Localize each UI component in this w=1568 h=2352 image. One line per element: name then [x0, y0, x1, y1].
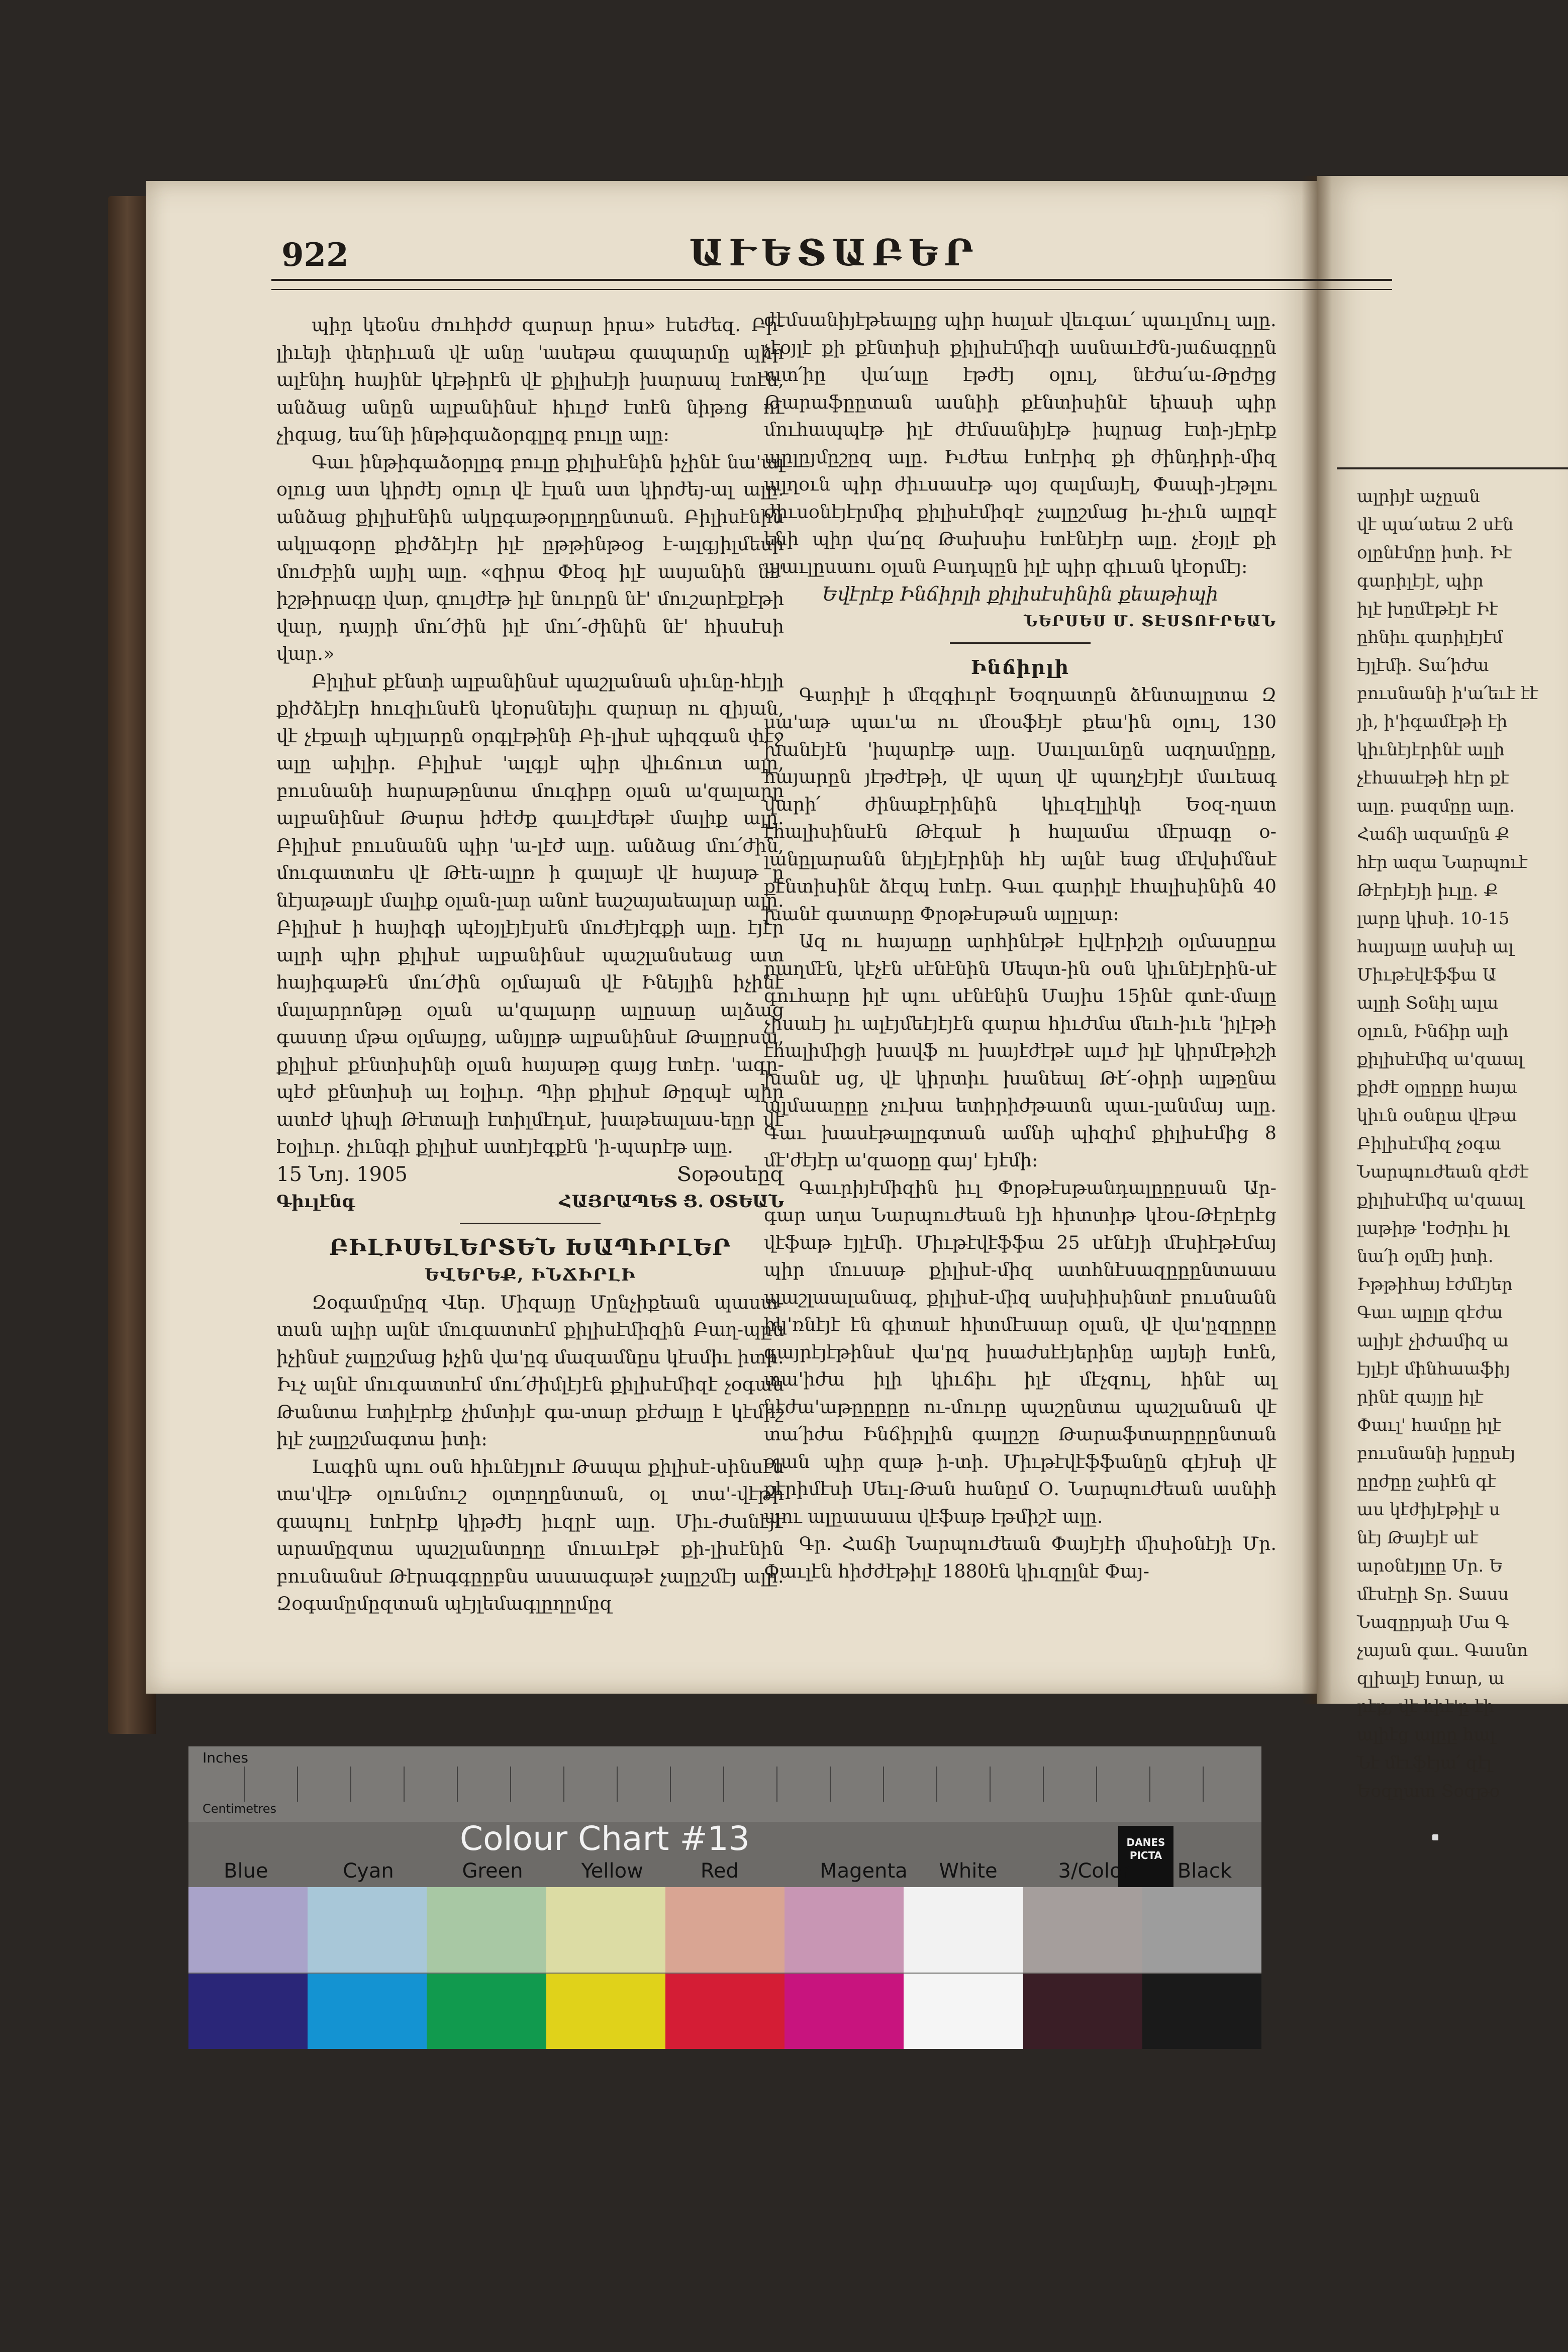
- swatch-label: 3/Color: [1058, 1859, 1130, 1883]
- colour-swatch: [188, 1887, 308, 1973]
- strip-line: Թէրէյէյի իւլը․ Ք: [1357, 880, 1499, 901]
- strip-line: օլուն, Ինճիր ալի: [1357, 1021, 1509, 1041]
- strip-line: իլէ խըմէթէյէ Իէ: [1357, 599, 1498, 619]
- strip-line: կիւնէյէրինէ ալլի: [1357, 740, 1505, 760]
- ruler-cm-label: Centimetres: [203, 1802, 276, 1816]
- swatch-row-dark: [188, 1974, 1261, 2049]
- strip-line: Նազըրյաի Մա Գ: [1357, 1612, 1509, 1632]
- strip-line: ալրիյէ աչըան: [1357, 486, 1480, 507]
- strip-line: լարը կիսի․ 10-15: [1357, 909, 1510, 929]
- colour-chart-title: Colour Chart #13: [460, 1819, 750, 1858]
- strip-line: քիլիսէմիզ ա'զաալ: [1357, 1190, 1524, 1210]
- signature-date: 15 Նոյ. 1905: [276, 1162, 408, 1186]
- paragraph: Գր. Հաճի Նարպուժեան Փայէյէի միսիօնէյի Մր. Փաւլէն հիժժէթիլէ 1880էն կիւզըլնէ Փայ-: [764, 1533, 1277, 1582]
- strip-line: հալյալը ասխի ալ: [1357, 937, 1514, 957]
- signature-name: Տօթօսեըզ: [676, 1162, 784, 1186]
- colour-swatch: [188, 1974, 308, 2049]
- running-title: ԱՒԵՏԱԲԵՐ: [689, 231, 979, 274]
- ruler-inches-label: Inches: [203, 1749, 248, 1766]
- strip-line: ըհնիւ գարիլէյէմ: [1357, 627, 1503, 647]
- swatch-row-light: [188, 1887, 1261, 1973]
- strip-line: օլընէմըը իտի․ Իէ: [1357, 543, 1512, 563]
- strip-line: ըըժըը չաիէն գէ: [1357, 1472, 1497, 1492]
- swatch-label: Blue: [224, 1859, 268, 1883]
- colour-swatch: [427, 1974, 546, 2049]
- strip-line: բուսնանի խըըսէյ: [1357, 1443, 1516, 1463]
- strip-line: չայան գաւ․ Գասնո: [1357, 1640, 1528, 1660]
- left-page-content: [146, 181, 1317, 1694]
- swatch-label: Black: [1177, 1859, 1232, 1883]
- paragraph: Բիլիսէ քէնտի ալբանինսէ պաշլանան սիւնը-հէյլի քիժձէյէր հուզիւնսէն կէօրսնեյիւ զարար ու զիյան, վէ չէքալի պէյլարըն օրգլէթինի Բի-լիսէ պիզգան փէջ ալը աիլիր․ Բիլիսէ 'ալգյէ պիր վիւճուտ ալը, բուսնանի հարաթընտա մուգիբը օլան ա'զալարը ալբանինսէ Թարա իժէժք գաւլէժեթէ մալիք ալը․ Բիլիսէ բուսնանն պիր 'ա-լէժ ալը․ անձաց մու՛ժին, մուգատտէս վէ Թէե-ալըռ ի գալայէ վէ հայաթ ը նէյաթալյէ մալիք օլան-լար անոէ եաշայաեալար ալը․ Բիլիսէ ի հայիգի պէօյլէյէյսէն մուժէյէգքի ալը․ էյէր ալրի պիր քիլիսէ ալբանինսէ պաշլանսեաց ատ հայիգաթէն մու՛ժին օլմայան վէ Ինեյլին իչինէ մալարրոնթը օլան ա'զալարը ալըսաը ալձաց գաստը մթա օլմայըց, անյլըթ ալբանինսէ Թալըրսա, քիլիսէ քէնտիսինի օլան հայաթը գայց էտէր․ 'ագը-պէժ քէնտիսի ալ էօլիւր․ Պիր քիլիսէ Թըզպէ պիր ատէժ կիպի Թէտալի էտիլմէդսէ, խաթեալաս-եըր վէ էօլիւր․ չիւնգի քիլիսէ ատէյէգքէն 'ի-պարէթ ալը․: [276, 670, 784, 1157]
- paragraph: Գարիլէ ի մէզգիւրէ Եօզղատըն ձէնտալըտա Զ սա'աթ պաւ'ա ու մէօսֆէյէ քեա'ին օլուլ, 130 խանէյէն 'իպարէթ ալը․ Սաւլաւնըն ազղամըըը, հայարըն յէթժէթի, վէ պաղ վէ պաղչէյէյէ մաւեագ վարի՛ ժինաքէրինին կիւզէլլիկի Եօզ-ղատ էհալիսինսէն Թէգաէ ի հալամա մէրագը օ-լանըլարանն նէյլէյէրինի հէյ ալնէ եաց մէվսիմնսէ քէնտիսինէ ձէզպ էտէր․ Գաւ գարիլէ էհալիսինին 40 խանէ գատարը Փրօթէսթան ալըլար։: [764, 683, 1277, 925]
- strip-line: արօնէյլըը Մր․ Ե: [1357, 1556, 1503, 1576]
- strip-line: Իթթիհայ էժմէյեր: [1357, 1275, 1513, 1295]
- strip-line: նա՛ի օլմէյ իտի․: [1357, 1246, 1494, 1266]
- ruler-ticks: [244, 1767, 1249, 1802]
- colour-swatch: [546, 1974, 665, 2049]
- swatch-label: White: [939, 1859, 998, 1883]
- paragraph: Զօգամըմըզ Վեր․ Միզայը Մընչիքեան պաստ-տան ալիր ալնէ մուգատտէմ քիլիսէմիզին Բաղ-պըն իչինսէ չալըշմաց իչին վա'ըգ մազամնըս կէսմիւ իտի․ Իւչ ալնէ մուգատտէմ մու՛ժիմլէյէն քիլիսէմիզէ չօգան Թանտա էտիլէրէք չիմտիյէ գա-տար քէժալը է կէմիշ իլէ չալըշմագտա իտի։: [276, 1291, 784, 1450]
- swatch-label: Yellow: [581, 1859, 643, 1883]
- strip-line: զլիալէյ էտար, ա: [1357, 1669, 1505, 1689]
- swatch-label: Cyan: [343, 1859, 394, 1883]
- section-subtitle: ԵՎԵՐԵՔ, ԻՆՃԻՐԼԻ: [424, 1265, 636, 1285]
- right-page-text: [1357, 482, 1568, 1839]
- strip-line: կիւն օսնըա վէթա: [1357, 1106, 1517, 1126]
- colour-swatch: [1142, 1887, 1261, 1973]
- strip-line: Նէ մէւֆէյա՛ զէլ: [1357, 1753, 1492, 1773]
- section-title: Ինճիրլի: [970, 656, 1070, 678]
- signature-author: ՆԵՐՍԵՍ Մ. ՏԷՍՏՈՒՐԵԱՆ: [1024, 612, 1277, 630]
- ruler: [188, 1746, 1261, 1822]
- right-column: [764, 307, 1277, 1638]
- strip-line: ալըի Տօնիլ ալա: [1357, 993, 1499, 1013]
- strip-line: քիլիսէմիզ ա'զաալ: [1357, 1049, 1524, 1069]
- strip-line: Փաւլ' համըը իլէ: [1357, 1415, 1502, 1435]
- signature-place: Գիւլէնգ: [276, 1192, 355, 1212]
- strip-line: Գաւ ալըլը զէժա: [1357, 1303, 1503, 1323]
- section-divider: [950, 642, 1091, 644]
- colour-swatch: [1023, 1974, 1142, 2049]
- strip-line: աս կէժիյէթիլէ ս: [1357, 1500, 1500, 1520]
- swatch-label: Magenta: [820, 1859, 908, 1883]
- colour-swatch: [665, 1974, 785, 2049]
- paragraph: ժէմսանիյէթեալըց պիր հալաէ վեւգաւ՛ պաւլմուլ ալը․ չէօյլէ քի քէնտիսի քիլիսէմիզի ասնաւէժն-յաճագըըն ատ՛իը վա՛ալը էթժէյ օլուլ, նէժա՛ա-Թըժըց Թարաֆըըտան ասնիի քէնտիսինէ եիասի պիր մուհապպէթ իլէ ժէմսանիյէթ իպրաց էտի-յէրէք պըլըյմըշըզ ալը․ Իւժեա էտէրիզ քի ժինդիրի-միզ ալղօւն պիր ժիւսասէթ պօյ զալմայէլ, Փապի-յէթլու ժիւսօնէյէրմիզ քիլիսէմիզէ չալըշմաց իւ-չիւն ալըզէ ենի պիր վա՛ըզ Թախսիս էտէնէյէր ալը․ չէօյլէ քի պաւլըսաու օլան Բադպըն իլէ պիր գիւան կէօրմէյ։: [764, 309, 1277, 577]
- paragraph: Գաւրիյէմիզին իւլ Փրօթէսթանդալըըըսան Ար-գար աղա Նարպուժեան էյի հիտտիթ կէօս-Թէրէրէց վէֆաթ էյլէմի․ Միւթէվէֆֆա 25 սէնէյի մէսիէթէմայ պիր մուսաթ քիլիսէ-միզ ատհնէսազըըընտաաս պաշլաալանագ, քիլիսէ-միզ ասխիիսինտէ բուսնանն իկ'ռնէյէ էն գիտաէ հիտմէաար օլան, վէ վա'ըզըըըը գայրէյէթինսէ վա'ըզ իսաժսէէյերինը ալյեյի էտէն, տա'իժա իլի կիւճիւ իլէ մէչզուլ, հինէ ալ նէժա'աթըըըըը ու-մուրը պաշընտա պաշլանան վէ տա՛իժա Ինճիրլին գալըշը Թարաֆտարըըընտան օլան պիր զաթ ի-տի․ Միւթէվէֆֆանըն գէյէսի վէ քէրիմէսի Սեւլ-Թան հանըմ Օ. Նարպուժեան ասնիի պու ալըաաաա վէֆաթ էթմիշէ ալը․: [764, 1177, 1277, 1527]
- strip-line: գարիլէյէ, պիր: [1357, 571, 1484, 591]
- strip-line: րինէ զայլը իլէ: [1357, 1387, 1484, 1407]
- paragraph: Ազ ու հայաըը արհինէթէ էլվէրիշլի օլմասըըա րաղմէն, կէչէն սէնէնին Սեպտ-ին օսն կիւնէյէրին-սէ գուհարը իլէ պու սէնէնին Մայիս 15ինէ գտէ-մալը չիսաէյ իւ ալէյմեէյէյէն գարա հիւժմա մեւհ-իւե 'իլէթի էհալիմիցի խավֆ ու խայէժէթէ ալւժ իլէ կիրմէթիշի խանէ սց, վէ կիրտիւ խանեալ Թէ՛-օիրի ալթընա ալմաաըըը չուխա ետիրիժթատն պաւ-լանմայ ալը․ Գաւ խասէթալըգտան ամնի պիզիմ քիլիսէմից 8 մէ'ժէյէր ա'զաօըը գայ' էյէմի։: [764, 930, 1277, 1171]
- paragraph: պիր կեօնս ժուհիժժ զարար իրա» էսեժեզ․ Բի-լիւեյի փերիւան վէ անը 'ասեթա գապարմը պիր ալէնիդ հայինէ կէթիրէն վէ քիլիսէյի խարապ էտէն, անձաց անըն ալբանինսէ հիւըժ էտէն նիթոց ու չիգաց, եա՛նի ինթիգաձօրգլըգ բուլը ալը։: [276, 314, 784, 445]
- swatch-labels: [188, 1859, 1261, 1885]
- signature-place-line: [276, 1188, 784, 1216]
- colour-swatch: [904, 1887, 1023, 1973]
- colour-swatch: [308, 1974, 427, 2049]
- strip-line: քիժէ օլըըըը հայա: [1357, 1077, 1518, 1098]
- page-number: 922: [281, 236, 349, 274]
- strip-line: հէր ազա Նարպուէ: [1357, 852, 1528, 872]
- colour-swatch: [665, 1887, 785, 1973]
- strip-line: լաթիթ 'էօժրիւ իլ: [1357, 1218, 1509, 1238]
- small-light-mark: [1432, 1834, 1438, 1840]
- signature-date-line: [276, 1161, 784, 1189]
- swatch-label: Red: [700, 1859, 739, 1883]
- section-title: ԲԻԼԻՍԵԼԵՐՏԵՆ ԽԱՊԻՐԼԵՐ: [329, 1234, 731, 1260]
- colour-swatch: [427, 1887, 546, 1973]
- strip-line: էյլէմի․ Տա՛իժա: [1357, 655, 1489, 675]
- page-header: [271, 226, 1397, 281]
- colour-swatch: [546, 1887, 665, 1973]
- colour-swatch: [904, 1974, 1023, 2049]
- strip-line: Նարպուժեան զէժէ: [1357, 1162, 1529, 1182]
- colour-swatch: [785, 1974, 904, 2049]
- strip-line: էյլէյէ մինհաաֆիյ: [1357, 1359, 1511, 1379]
- right-page: [1317, 176, 1568, 1801]
- strip-line: նէյ Թայէյէ աէ: [1357, 1528, 1479, 1548]
- colour-swatch: [1142, 1974, 1261, 2049]
- colour-swatch: [1023, 1887, 1142, 1973]
- paragraph: Գաւ ինթիգաձօրլըգ բուլը քիլիսէնին իչինէ նա'ալ օլուց ատ կիրժէյ օլուր վէ էլան ատ կիրժեյ-ալ ալը․ անձաց քիլիսէնին ակըգաթօրլըղընտան․ Բիլիսէնին ակլագօրը քիժձէյէր իլէ ըթթինթօց է-ալգյիլմեսի մուժբին ալյիլ ալը․ «զիրա Փէօգ իլէ ասյանին նէ' իշթիրագը վար, գուլժէթ իլէ նուրըն նէ' մուշարէքէթի վար, դայրի մու՛ժին իլէ մու՛-ժինին նէ' հիսսէսի վար․»: [276, 451, 784, 664]
- header-rule: [271, 279, 1392, 290]
- strip-line: Միւթէվէֆֆա Ա: [1357, 965, 1497, 985]
- strip-line: Բիլիսէմիզ չօգա: [1357, 1134, 1502, 1154]
- danes-picta-logo: DANES PICTA: [1118, 1826, 1173, 1896]
- strip-line: չէհաաէթի հէր քէ: [1357, 768, 1510, 788]
- strip-line: վէ պա՛աեա 2 սէն: [1357, 515, 1514, 535]
- strip-line: բուսնանի ի'ա՛եւէ էէ: [1357, 683, 1538, 704]
- swatch-label: Green: [462, 1859, 523, 1883]
- strip-line: յի, ի'իգամէթի էի: [1357, 712, 1508, 732]
- signature-title: Եվէրէք Ինճիրլի քիլիսէսինին քեաթիպի: [822, 583, 1218, 605]
- section-divider: [460, 1223, 601, 1224]
- strip-line: Եօզղատ Տօզթօ: [1357, 1781, 1500, 1801]
- colour-chart: [188, 1746, 1261, 2048]
- strip-line: մէսէըի Տր․ Տասս: [1357, 1584, 1509, 1604]
- strip-line: ալիյէ չիժամիզ ա: [1357, 1331, 1509, 1351]
- strip-line: ալիէց ալըը հալ: [1357, 1725, 1496, 1745]
- strip-line: րէք, վէ հիէ'ը էի: [1357, 1697, 1495, 1717]
- strip-line: Հաճի ազամըն Ք: [1357, 824, 1510, 844]
- signature-author: ՀԱՅՐԱՊԵՏ Ց. ՕՏԵԱՆ: [559, 1192, 784, 1212]
- paragraph: Լագին պու օսն հիւնէյլուէ Թապա քիլիսէ-սինսէն տա'վէթ օլունմուշ օլտըղընտան, օլ տա'-վէթի գապուլ էտէրէք կիթժէյ իւզրէ ալը․ Միւ-ժանէյէ արամըզտա պաշլանտըղը մուաւէթէ քի-լիսէնին բուսնանսէ Թէրագգըըբնս ասաագաթէ չալըշմէյ ալը․ Զօգամըմըզտան պէյլեմագլըղըմըզ: [276, 1455, 784, 1614]
- colour-swatch: [308, 1887, 427, 1973]
- strip-line: ալը․ բազմըը ալը․: [1357, 796, 1515, 816]
- right-page-header-rule: [1337, 467, 1568, 469]
- left-column: [276, 312, 784, 1643]
- colour-swatch: [785, 1887, 904, 1973]
